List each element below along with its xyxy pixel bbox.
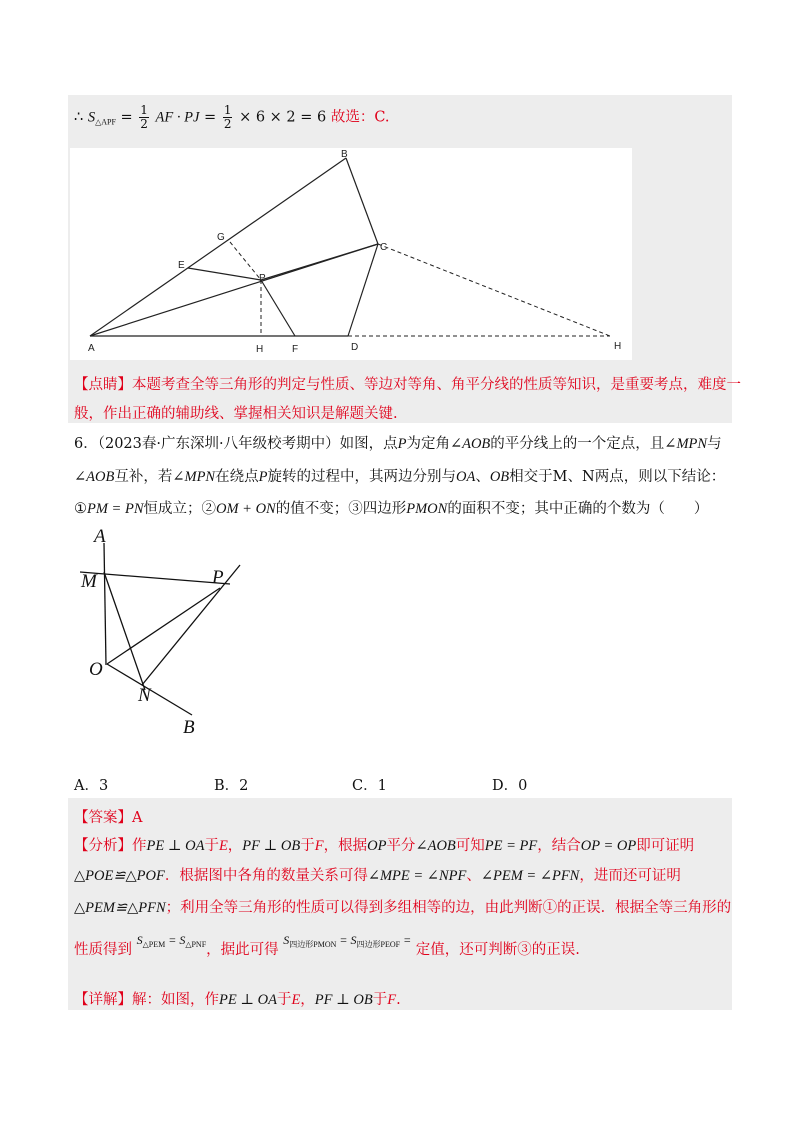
option-c[interactable]: C．1	[352, 778, 387, 794]
fig1-label-c: C	[380, 242, 388, 253]
fraction-half: $\frac{1}{2}$	[140, 103, 148, 131]
fig2-label-a: A	[94, 526, 106, 547]
fig1-label-f: F	[292, 344, 299, 355]
answer-line	[74, 806, 142, 827]
fig1-label-p: P	[259, 273, 266, 284]
fig1-label-h-right: H	[614, 341, 622, 352]
analysis-tag: 【分析】	[74, 838, 132, 854]
fig1-label-g: G	[217, 232, 225, 243]
analysis-line-3: △PEM≌△PFN；利用全等三角形的性质可以得到多组相等的边，由此判断①的正误．根据全等三角形的	[74, 900, 732, 916]
option-d[interactable]: D．0	[492, 778, 528, 794]
top-formula-line: ∴ $S_{\triangle APF}$ = $\frac{1}{2}$ AF · PJ = $\frac{1}{2}$ × 6 × 2 = 6 故选：C.	[74, 103, 390, 131]
fig2-label-b: B	[183, 717, 195, 738]
question-line-1: 6．（2023春·广东深圳·八年级校考期中）如图，点P为定角∠AOB的平分线上的一个定点，且∠MPN与	[74, 436, 722, 452]
option-a[interactable]: A．3	[74, 778, 109, 794]
comment-tag: 【点睛】	[74, 377, 132, 393]
detail-tag: 【详解】	[74, 992, 132, 1008]
fig1-label-b: B	[341, 149, 348, 160]
comment-line-2: 般，作出正确的辅助线、掌握相关知识是解题关键.	[74, 406, 398, 422]
answer-tag: 【答案】	[74, 810, 132, 826]
fraction-half-2: $\frac{1}{2}$	[223, 103, 232, 131]
fig1-label-h-left: H	[256, 344, 264, 355]
answer-value: A	[132, 810, 143, 826]
analysis-line-1: 【分析】作PE ⊥ OA于E，PF ⊥ OB于F，根据OP平分∠AOB可知PE = PF，结合OP = OP即可证明	[74, 838, 695, 854]
question-line-3: ①PM = PN恒成立；②OM + ON的值不变；③四边形PMON的面积不变；其中正确的个数为（ ）	[74, 501, 709, 517]
fig1-label-e: E	[178, 260, 185, 271]
detail-line: 【详解】解：如图，作PE ⊥ OA于E，PF ⊥ OB于F.	[74, 992, 401, 1008]
option-b[interactable]: B．2	[214, 778, 249, 794]
fig2-label-m: M	[81, 571, 97, 592]
geometry-figure-2	[80, 525, 250, 740]
comment-line-1: 【点睛】本题考查全等三角形的判定与性质、等边对等角、角平分线的性质等知识，是重要考点，难度一	[74, 377, 741, 393]
fig1-label-d: D	[351, 342, 359, 353]
analysis-line-2: △POE≌△POF．根据图中各角的数量关系可得∠MPE = ∠NPF、∠PEM = ∠PFN，进而还可证明	[74, 868, 681, 884]
question-line-2: ∠AOB互补，若∠MPN在绕点P旋转的过程中，其两边分别与OA、OB相交于M、N两点，则以下结论：	[74, 469, 726, 485]
geometry-figure-1	[70, 148, 632, 360]
fig1-label-a: A	[88, 343, 95, 354]
fig2-label-o: O	[89, 659, 103, 680]
fig2-label-n: N	[138, 685, 151, 706]
fig2-label-p: P	[212, 567, 224, 588]
analysis-line-4: 性质得到 $^{S_{\triangle PEM} = S_{\triangle PNF}}$，据此可得 $^{S_{四边形PMON} = S_{四边形PEOF} =}$ 定值，还可判断③的正误.	[74, 933, 580, 958]
